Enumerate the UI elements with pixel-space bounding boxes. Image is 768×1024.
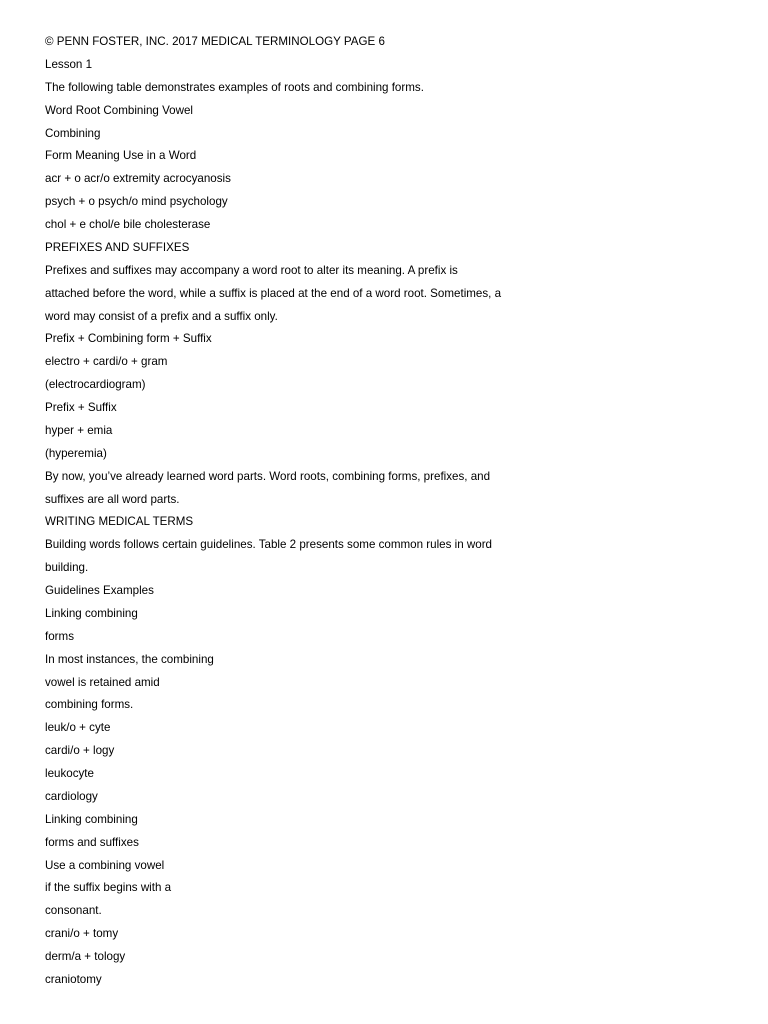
table-cell-line: craniotomy bbox=[45, 972, 102, 986]
text-line: Prefix + Combining form + Suffix bbox=[45, 332, 212, 346]
table-cell-line: cardi/o + logy bbox=[45, 744, 115, 758]
table-cell-line: Linking combining bbox=[45, 606, 138, 620]
header-line: © PENN FOSTER, INC. 2017 MEDICAL TERMINOLOGY PAGE 6 bbox=[45, 35, 385, 48]
table-header-line: Form Meaning Use in a Word bbox=[45, 149, 197, 163]
table-cell-line: leukocyte bbox=[45, 767, 94, 780]
text-line: Building words follows certain guidelines. Table 2 presents some common rules in word bbox=[45, 538, 493, 552]
text-line: The following table demonstrates examples of roots and combining forms. bbox=[45, 80, 424, 94]
section-heading: PREFIXES AND SUFFIXES bbox=[45, 240, 190, 254]
section-heading: WRITING MEDICAL TERMS bbox=[45, 515, 194, 529]
table-row: chol + e chol/e bile cholesterase bbox=[45, 218, 211, 231]
table-cell-line: forms and suffixes bbox=[45, 835, 139, 849]
table-cell-line: cardiology bbox=[45, 789, 98, 803]
table-cell-line: Use a combining vowel bbox=[45, 858, 165, 872]
table-cell-line: crani/o + tomy bbox=[45, 927, 119, 941]
table-header-line: Combining bbox=[45, 126, 101, 140]
lesson-title: Lesson 1 bbox=[45, 57, 93, 71]
text-line: Prefix + Suffix bbox=[45, 401, 117, 414]
table-row: psych + o psych/o mind psychology bbox=[45, 195, 228, 209]
table-header-line: Word Root Combining Vowel bbox=[45, 103, 194, 117]
text-line: hyper + emia bbox=[45, 423, 113, 437]
table-cell-line: if the suffix begins with a bbox=[45, 881, 172, 895]
table-cell-line: In most instances, the combining bbox=[45, 652, 214, 666]
table-row: acr + o acr/o extremity acrocyanosis bbox=[45, 172, 231, 186]
table-cell-line: leuk/o + cyte bbox=[45, 721, 111, 735]
text-line: electro + cardi/o + gram bbox=[45, 355, 168, 369]
table-cell-line: Linking combining bbox=[45, 812, 138, 826]
text-line: (electrocardiogram) bbox=[45, 378, 146, 392]
text-line: attached before the word, while a suffix is placed at the end of a word root. Sometimes, a bbox=[45, 286, 502, 300]
text-line: (hyperemia) bbox=[45, 446, 107, 460]
table-cell-line: consonant. bbox=[45, 904, 102, 918]
document-page bbox=[45, 31, 745, 992]
table-header-line: Guidelines Examples bbox=[45, 584, 154, 597]
table-cell-line: vowel is retained amid bbox=[45, 675, 160, 689]
table-cell-line: forms bbox=[45, 629, 74, 643]
text-line: building. bbox=[45, 561, 89, 575]
table-cell-line: combining forms. bbox=[45, 698, 134, 712]
table-cell-line: derm/a + tology bbox=[45, 950, 126, 963]
text-line: By now, you’ve already learned word parts. Word roots, combining forms, prefixes, and bbox=[45, 469, 491, 483]
text-line: Prefixes and suffixes may accompany a word root to alter its meaning. A prefix is bbox=[45, 263, 458, 277]
text-line: suffixes are all word parts. bbox=[45, 492, 180, 506]
text-line: word may consist of a prefix and a suffix only. bbox=[45, 309, 278, 323]
